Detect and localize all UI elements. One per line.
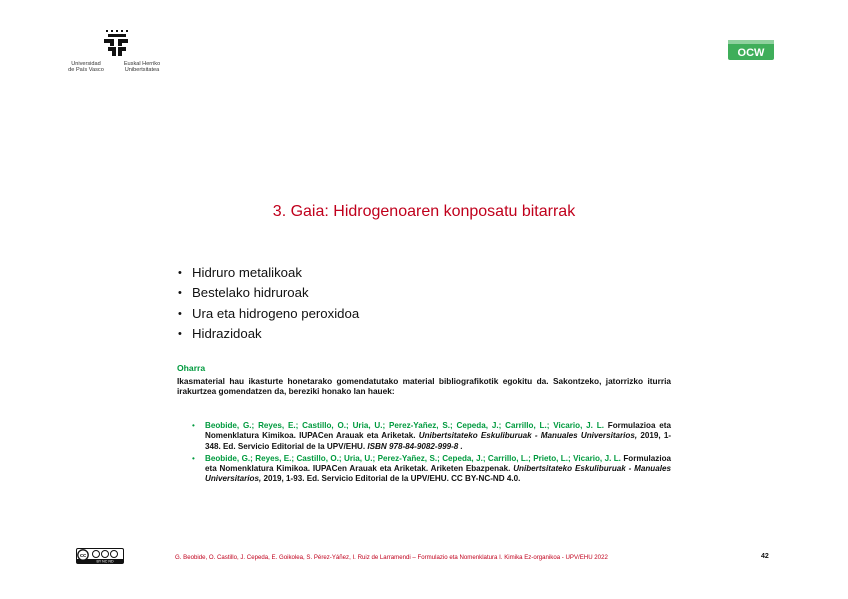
reference-authors: Beobide, G.; Reyes, E.; Castillo, O.; Uria, U.; Perez-Yañez, S.; Cepeda, J.; Carrillo, L.; Vicario, J. L. [205, 421, 604, 430]
reference-year: 2019 [263, 474, 282, 484]
svg-text:cc: cc [79, 553, 87, 559]
reference-authors: Beobide, G.; Reyes, E.; Castillo, O.; Uria, U.; Perez-Yañez, S.; Cepeda, J.; Carrillo, L.; Prieto, L.; Vicario, J. L. [205, 453, 621, 463]
reference-series: Unibertsitateko Eskuliburuak - Manuales Universitarios, [205, 464, 671, 484]
reference-list [192, 421, 671, 487]
reference-details: , 1-348. Ed. Servicio Editorial de la UPV/EHU. [205, 431, 672, 451]
topic-item: • Ura eta hidrogeno peroxidoa [178, 304, 359, 324]
topic-item: • Hidruro metalikoak [178, 263, 359, 283]
university-name-es: Universidad de País Vasco [68, 61, 104, 73]
university-name-eu: Euskal Herriko Unibertsitatea [123, 61, 161, 73]
slide-title: 3. Gaia: Hidrogenoaren konposatu bitarrak [272, 203, 576, 220]
note-body: Ikasmaterial hau ikasturte honetarako gomendatutako material bibliografikotik egokitu da. Sakontzeko, jatorrizko iturria irakurtzea gomendatzen da, bereziki honako lan hauek: [177, 375, 671, 397]
reference-item [192, 454, 671, 485]
reference-year: 2019 [640, 431, 659, 441]
topic-item: • Hidrazidoak [178, 324, 359, 344]
note-heading: Oharra [177, 363, 206, 373]
reference-title: Formulazioa eta Nomenklatura Kimikoa. IUPACen Arauak eta Ariketak. Ariketen Ebazpenak. [205, 453, 672, 474]
ocw-label: OCW [737, 47, 765, 59]
university-emblem-icon [100, 30, 134, 58]
reference-title: Formulazioa eta Nomenklatura Kimikoa. IUPACen Arauak eta Ariketak. [205, 421, 671, 441]
reference-isbn: ISBN 978-84-9082-999-8 . [367, 441, 463, 451]
cc-license-icon [76, 548, 124, 564]
cc-license-label: BY NC ND [96, 559, 114, 564]
page-number: 42 [761, 553, 769, 560]
topic-list [178, 263, 359, 344]
ocw-logo-icon [727, 37, 775, 63]
footer-credits: G. Beobide, O. Castillo, J. Cepeda, E. Goikolea, S. Pérez-Yáñez, I. Ruiz de Larramendi – Formulazio eta Nomenklatura I. Kimika Ez-organikoa - UPV/EHU 2022 [175, 554, 608, 561]
topic-item: • Bestelako hidruroak [178, 283, 359, 303]
reference-series: Unibertsitateko Eskuliburuak - Manuales Universitarios, [418, 431, 638, 441]
reference-item [192, 421, 671, 452]
note-box [177, 363, 671, 397]
reference-details: , 1-93. Ed. Servicio Editorial de la UPV/EHU. CC BY-NC-ND 4.0. [281, 474, 521, 484]
university-logo [62, 30, 172, 78]
